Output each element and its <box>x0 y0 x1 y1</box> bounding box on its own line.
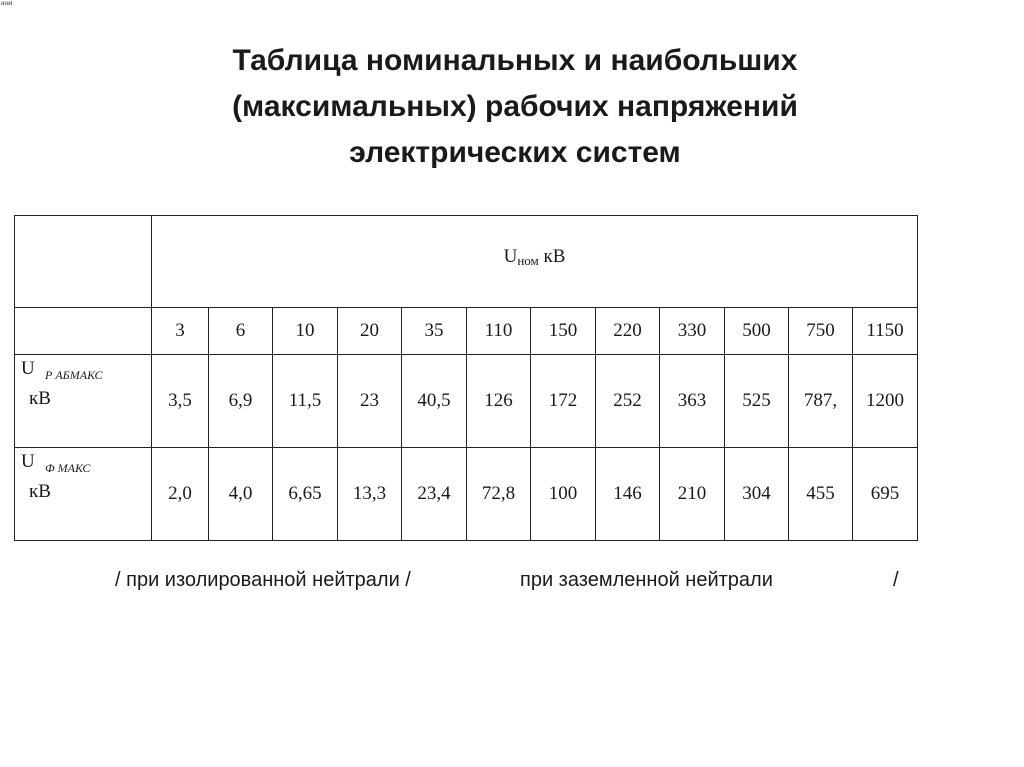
footer-closing-slash: / <box>893 569 899 591</box>
value-cell: 787, <box>789 355 853 448</box>
row-unit: кВ <box>29 481 51 502</box>
row-subscript: Ф МАКС <box>45 461 91 475</box>
value-cell: 525 <box>725 355 789 448</box>
empty-label-cell <box>15 308 152 355</box>
value-cell: 252 <box>596 355 660 448</box>
nominal-cell: 330 <box>660 308 725 355</box>
title-line-1: Таблица номинальных и наибольших <box>232 44 798 77</box>
value-cell: 304 <box>725 448 789 541</box>
nominal-cell: 500 <box>725 308 789 355</box>
row-unit: кВ <box>29 388 51 409</box>
nominal-values-row <box>15 308 918 355</box>
value-cell: 172 <box>531 355 596 448</box>
nominal-cell: 110 <box>467 308 531 355</box>
footer-grounded-neutral: при заземленной нейтрали <box>520 569 773 591</box>
row-symbol: U <box>21 358 35 379</box>
nominal-cell: 35 <box>402 308 467 355</box>
value-cell: 146 <box>596 448 660 541</box>
nominal-cell: 220 <box>596 308 660 355</box>
nominal-cell: 1150 <box>853 308 918 355</box>
title-line-2: (максимальных) рабочих напряжений <box>232 90 798 123</box>
value-cell: 2,0 <box>152 448 209 541</box>
value-cell: 3,5 <box>152 355 209 448</box>
empty-corner-cell <box>15 216 152 308</box>
nominal-cell: 20 <box>338 308 402 355</box>
value-cell: 6,65 <box>273 448 338 541</box>
row-subscript: Р АБМАКС <box>45 368 103 382</box>
footer-isolated-neutral: / при изолированной нейтрали / <box>115 569 411 591</box>
voltage-table <box>14 215 918 541</box>
value-cell: 100 <box>531 448 596 541</box>
row-label-max-operating <box>15 355 152 448</box>
value-cell: 72,8 <box>467 448 531 541</box>
value-cell: 11,5 <box>273 355 338 448</box>
value-cell: 4,0 <box>209 448 273 541</box>
value-cell: 455 <box>789 448 853 541</box>
value-cell: 210 <box>660 448 725 541</box>
value-cell: 13,3 <box>338 448 402 541</box>
nominal-voltage-header <box>152 216 918 308</box>
nominal-voltage-label: $U_{ном}$ кВ <box>503 246 566 268</box>
nominal-cell: 750 <box>789 308 853 355</box>
table-header-row <box>15 216 918 308</box>
value-cell: 23,4 <box>402 448 467 541</box>
table-row-phase-max <box>15 448 918 541</box>
corner-mark: ном <box>1 0 13 7</box>
nominal-cell: 150 <box>531 308 596 355</box>
value-cell: 6,9 <box>209 355 273 448</box>
value-cell: 40,5 <box>402 355 467 448</box>
page-title <box>100 38 930 176</box>
title-line-3: электрических систем <box>349 136 681 169</box>
value-cell: 363 <box>660 355 725 448</box>
row-symbol: U <box>21 451 35 472</box>
value-cell: 695 <box>853 448 918 541</box>
nominal-cell: 10 <box>273 308 338 355</box>
nominal-cell: 6 <box>209 308 273 355</box>
nominal-cell: 3 <box>152 308 209 355</box>
value-cell: 126 <box>467 355 531 448</box>
table-row-max-operating <box>15 355 918 448</box>
value-cell: 23 <box>338 355 402 448</box>
value-cell: 1200 <box>853 355 918 448</box>
row-label-phase-max <box>15 448 152 541</box>
